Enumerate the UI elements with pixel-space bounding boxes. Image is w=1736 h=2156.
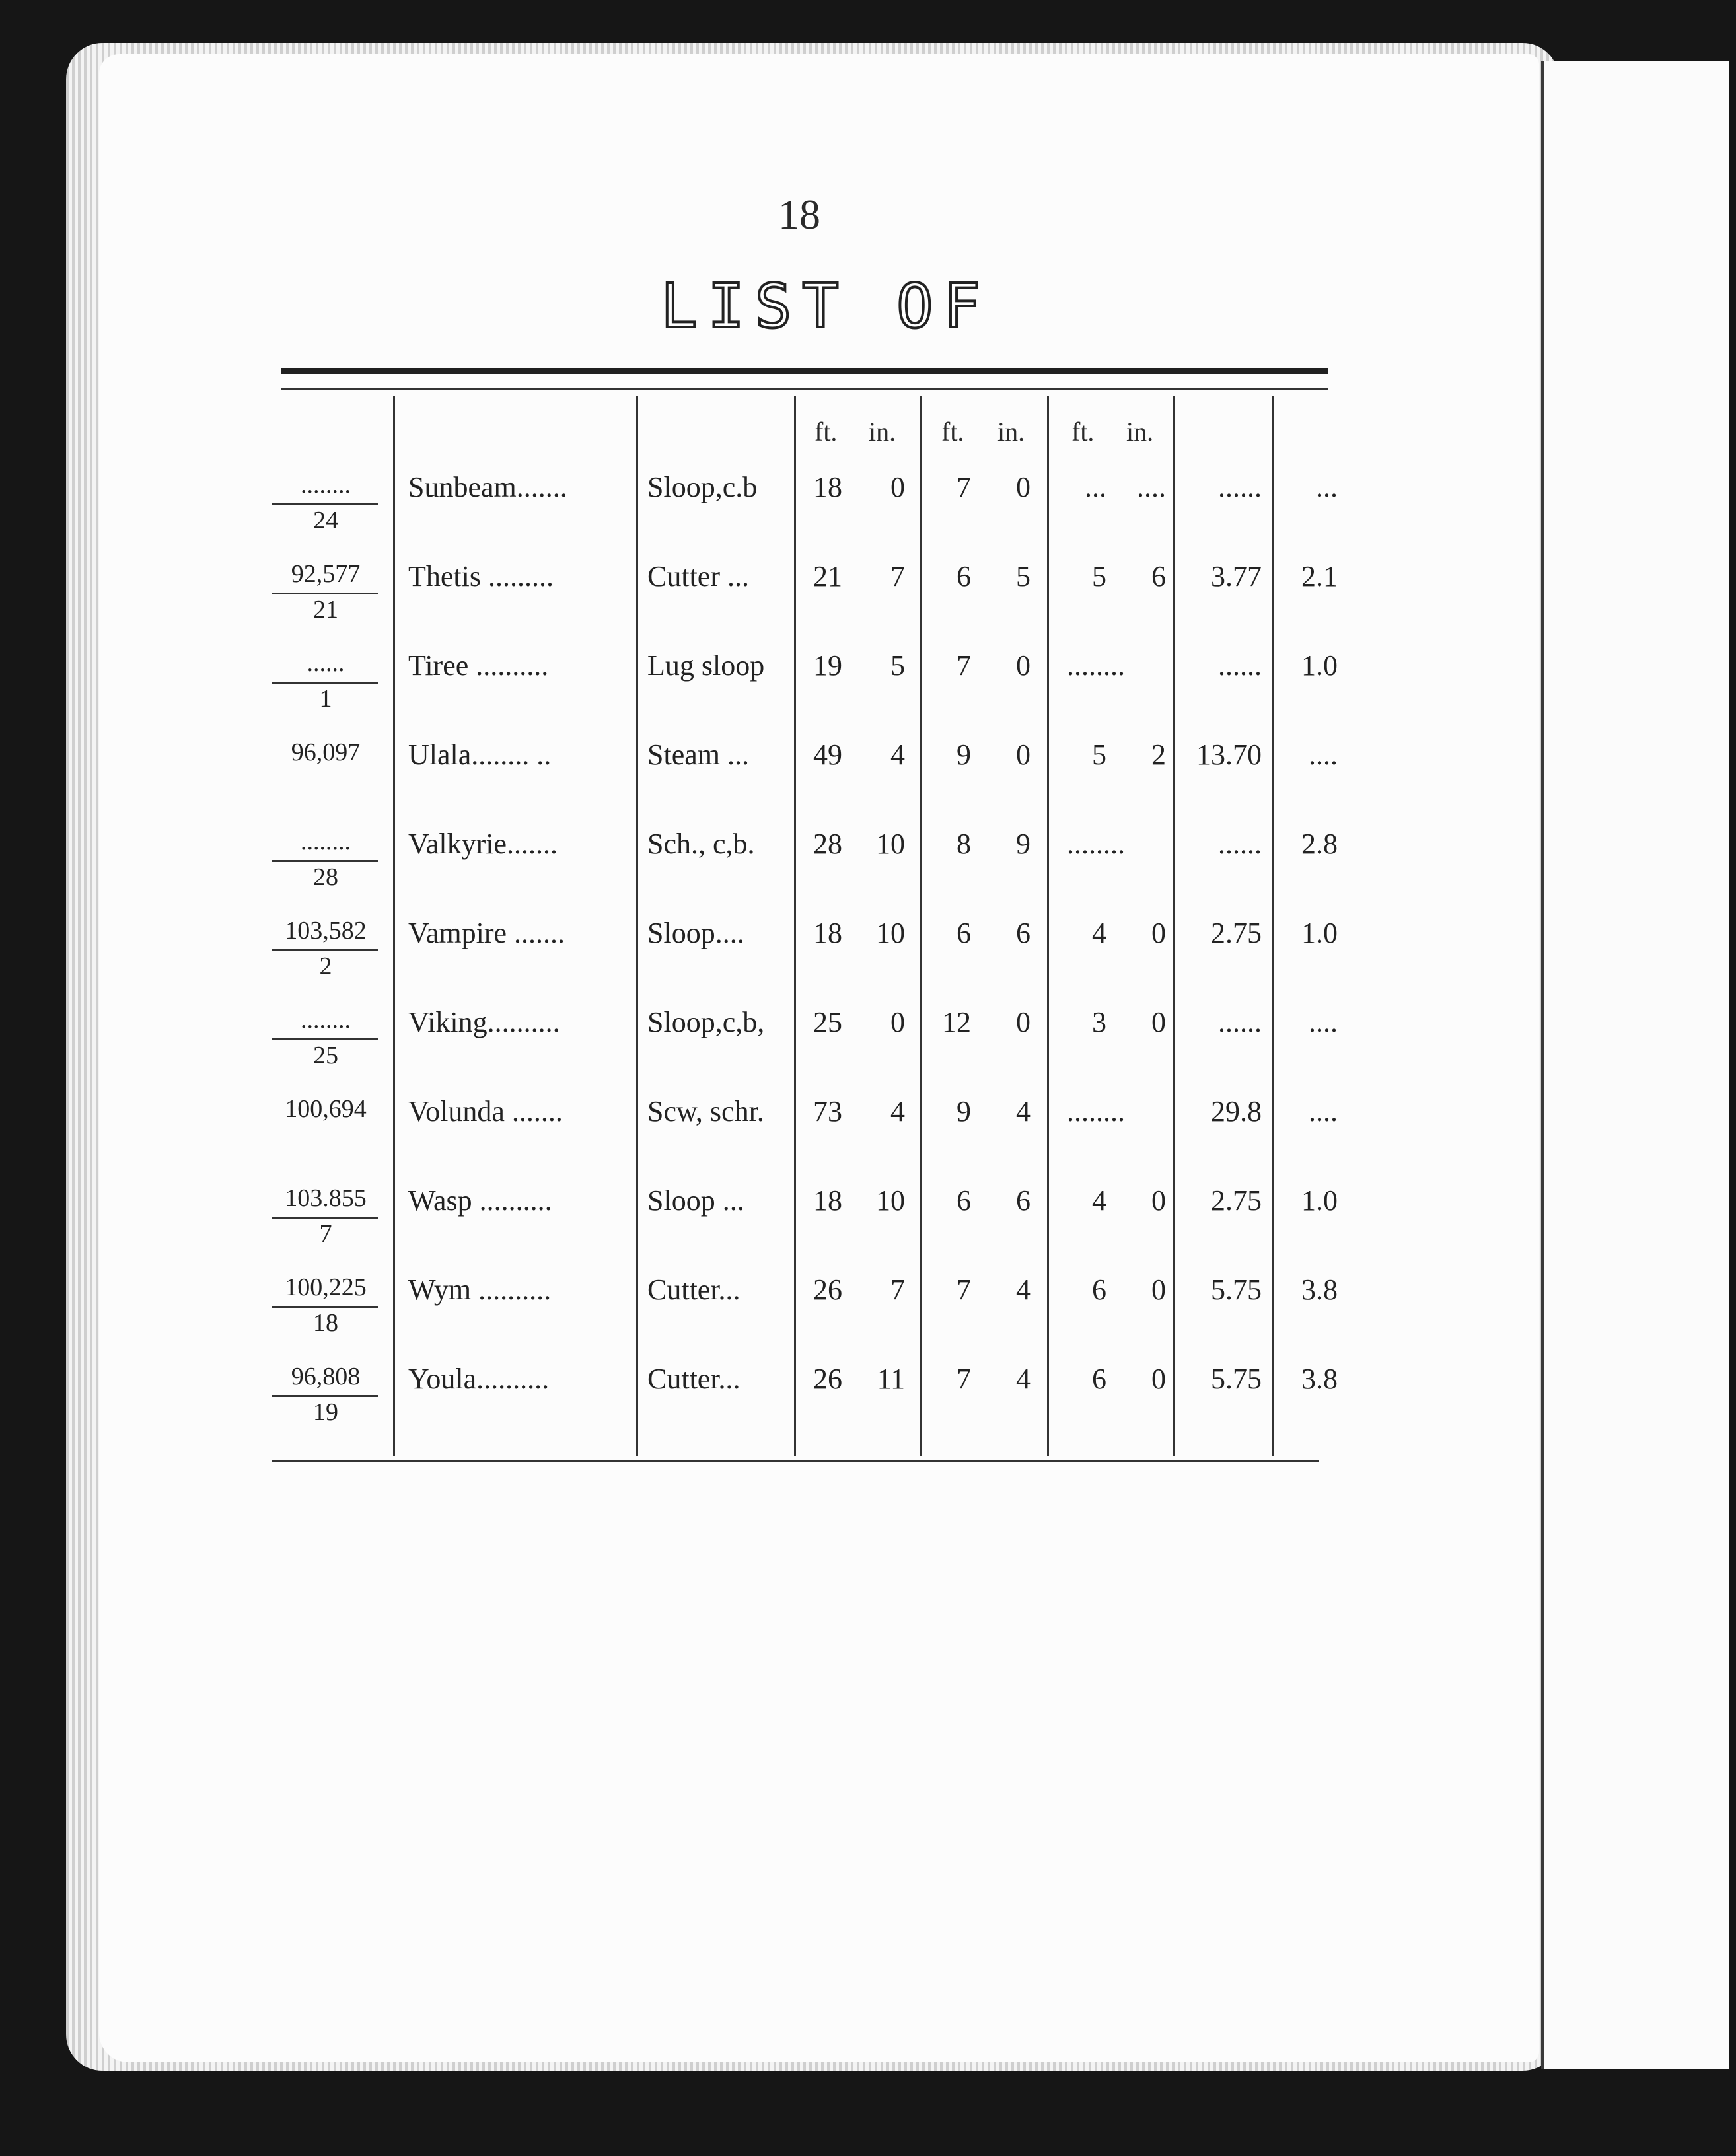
measure-cell: 0: [1016, 1006, 1031, 1038]
measure-cell: 0: [1151, 1363, 1166, 1395]
measure-cell: 0: [1016, 471, 1031, 503]
measure-cell: ......: [1218, 649, 1262, 682]
measure-cell: 6: [1016, 1184, 1031, 1217]
measure-cell: 3.77: [1211, 560, 1262, 593]
measure-cell: 1.0: [1301, 1184, 1338, 1217]
measure-cell: 10: [876, 1184, 905, 1217]
vessel-rig: Sloop ...: [647, 1184, 744, 1217]
signal-number: 28: [313, 863, 338, 891]
measure-cell: ....: [1137, 471, 1166, 503]
measure-cell: 2.75: [1211, 1184, 1262, 1217]
unit-label: in.: [1126, 417, 1154, 447]
measure-cell: 6: [957, 1184, 971, 1217]
vessel-rig: Cutter...: [647, 1274, 741, 1306]
measure-cell: 6: [1151, 560, 1166, 593]
measure-cell: 0: [1016, 649, 1031, 682]
number-divider: [272, 949, 378, 951]
measure-cell: 73: [813, 1095, 842, 1128]
official-number: ........: [301, 828, 351, 855]
measure-cell: 7: [957, 1363, 971, 1395]
vessel-rig: Sloop,c.b: [647, 471, 758, 503]
official-number: 103.855: [285, 1184, 367, 1212]
measure-cell: 29.8: [1211, 1095, 1262, 1128]
measure-cell: 0: [1016, 738, 1031, 771]
measure-cell: 18: [813, 1184, 842, 1217]
measure-cell: 19: [813, 649, 842, 682]
number-divider: [272, 860, 378, 862]
number-divider: [272, 1217, 378, 1219]
measure-cell: 6: [1016, 917, 1031, 949]
measure-cell: 3.8: [1301, 1274, 1338, 1306]
measure-cell: 5: [1092, 738, 1106, 771]
measure-cell: ........: [1067, 828, 1125, 860]
measure-cell: 11: [877, 1363, 905, 1395]
measure-cell: 18: [813, 917, 842, 949]
signal-number: 19: [313, 1398, 338, 1426]
vessel-rig: Steam ...: [647, 738, 749, 771]
number-divider: [272, 1306, 378, 1308]
measure-cell: 0: [890, 1006, 905, 1038]
measure-cell: 10: [876, 917, 905, 949]
measure-cell: 21: [813, 560, 842, 593]
vessel-rig: Sloop....: [647, 917, 744, 949]
measure-cell: ....: [1309, 1095, 1338, 1128]
measure-cell: 49: [813, 738, 842, 771]
measure-cell: ......: [1218, 828, 1262, 860]
table-row: [0, 827, 1736, 916]
table-row: [0, 1095, 1736, 1184]
measure-cell: 9: [1016, 828, 1031, 860]
table-row: [0, 1184, 1736, 1273]
table-row: [0, 649, 1736, 738]
measure-cell: 6: [1092, 1363, 1106, 1395]
table-row: [0, 916, 1736, 1005]
number-divider: [272, 503, 378, 505]
vessel-rig: Lug sloop: [647, 649, 765, 682]
signal-number: 21: [313, 596, 338, 624]
measure-cell: 28: [813, 828, 842, 860]
vessel-name: Youla..........: [408, 1363, 550, 1395]
vessel-name: Ulala........ ..: [408, 738, 552, 771]
unit-label: ft.: [1071, 417, 1095, 447]
vessel-rig: Scw, schr.: [647, 1095, 764, 1128]
official-number: 96,808: [291, 1363, 361, 1390]
number-divider: [272, 1395, 378, 1397]
heavy-rule: [281, 368, 1328, 374]
measure-cell: 7: [957, 649, 971, 682]
vessel-name: Tiree ..........: [408, 649, 549, 682]
vessel-rig: Cutter ...: [647, 560, 749, 593]
vessel-name: Thetis .........: [408, 560, 554, 593]
measure-cell: 13.70: [1196, 738, 1262, 771]
measure-cell: 3: [1092, 1006, 1106, 1038]
measure-cell: 7: [890, 1274, 905, 1306]
table-row: [0, 1005, 1736, 1095]
signal-number: 25: [313, 1042, 338, 1069]
official-number: 103,582: [285, 917, 367, 945]
measure-cell: 25: [813, 1006, 842, 1038]
measure-cell: 4: [1016, 1363, 1031, 1395]
measure-cell: 4: [890, 1095, 905, 1128]
table-row: [0, 559, 1736, 649]
measure-cell: 6: [1092, 1274, 1106, 1306]
number-divider: [272, 682, 378, 684]
vessel-name: Viking..........: [408, 1006, 560, 1038]
measure-cell: ........: [1067, 1095, 1125, 1128]
official-number: 96,097: [291, 738, 361, 766]
measure-cell: ......: [1218, 1006, 1262, 1038]
vessel-name: Wym ..........: [408, 1274, 552, 1306]
vessel-rig: Sch., c,b.: [647, 828, 755, 860]
unit-label: ft.: [941, 417, 964, 447]
signal-number: 24: [313, 507, 338, 534]
measure-cell: 4: [890, 738, 905, 771]
vessel-rig: Sloop,c,b,: [647, 1006, 765, 1038]
signal-number: 2: [319, 952, 332, 980]
official-number: ........: [301, 1006, 351, 1034]
measure-cell: 0: [1151, 917, 1166, 949]
number-divider: [272, 593, 378, 594]
signal-number: 1: [319, 685, 332, 713]
vessel-name: Vampire .......: [408, 917, 565, 949]
official-number: 100,694: [285, 1095, 367, 1123]
signal-number: 7: [319, 1220, 332, 1248]
measure-cell: ....: [1309, 1006, 1338, 1038]
measure-cell: 9: [957, 738, 971, 771]
measure-cell: 4: [1092, 917, 1106, 949]
thin-rule: [281, 388, 1328, 390]
measure-cell: 3.8: [1301, 1363, 1338, 1395]
page-number: 18: [778, 191, 820, 238]
unit-label: ft.: [814, 417, 838, 447]
vessel-name: Sunbeam.......: [408, 471, 567, 503]
measure-cell: 2.75: [1211, 917, 1262, 949]
table-row: [0, 470, 1736, 559]
number-divider: [272, 1038, 378, 1040]
measure-cell: 4: [1016, 1274, 1031, 1306]
measure-cell: 7: [890, 560, 905, 593]
official-number: ......: [307, 649, 345, 677]
measure-cell: ........: [1067, 649, 1125, 682]
vessel-name: Valkyrie.......: [408, 828, 558, 860]
measure-cell: 26: [813, 1274, 842, 1306]
measure-cell: 7: [957, 471, 971, 503]
measure-cell: 6: [957, 560, 971, 593]
measure-cell: 9: [957, 1095, 971, 1128]
table-row: [0, 738, 1736, 827]
vessel-name: Wasp ..........: [408, 1184, 552, 1217]
unit-label: in.: [869, 417, 896, 447]
vessel-name: Volunda .......: [408, 1095, 563, 1128]
measure-cell: 0: [1151, 1184, 1166, 1217]
table-row: [0, 1362, 1736, 1451]
measure-cell: 2: [1151, 738, 1166, 771]
official-number: 92,577: [291, 560, 361, 588]
measure-cell: 0: [890, 471, 905, 503]
table-row: [0, 1273, 1736, 1362]
vessel-rig: Cutter...: [647, 1363, 741, 1395]
measure-cell: 5: [1016, 560, 1031, 593]
measure-cell: ...: [1316, 471, 1338, 503]
measure-cell: ....: [1309, 738, 1338, 771]
measure-cell: 4: [1016, 1095, 1031, 1128]
measure-cell: 0: [1151, 1274, 1166, 1306]
unit-label: in.: [997, 417, 1025, 447]
measure-cell: 2.8: [1301, 828, 1338, 860]
measure-cell: 4: [1092, 1184, 1106, 1217]
measure-cell: 5: [890, 649, 905, 682]
measure-cell: 7: [957, 1274, 971, 1306]
official-number: ........: [301, 471, 351, 499]
measure-cell: 1.0: [1301, 917, 1338, 949]
measure-cell: 6: [957, 917, 971, 949]
signal-number: 18: [313, 1309, 338, 1337]
measure-cell: 1.0: [1301, 649, 1338, 682]
measure-cell: 26: [813, 1363, 842, 1395]
page-title: LIST OF: [661, 271, 991, 341]
measure-cell: 0: [1151, 1006, 1166, 1038]
measure-cell: 5: [1092, 560, 1106, 593]
measure-cell: 5.75: [1211, 1274, 1262, 1306]
measure-cell: 18: [813, 471, 842, 503]
measure-cell: 8: [957, 828, 971, 860]
measure-cell: 2.1: [1301, 560, 1338, 593]
measure-cell: 10: [876, 828, 905, 860]
bottom-rule: [272, 1460, 1319, 1462]
measure-cell: 5.75: [1211, 1363, 1262, 1395]
official-number: 100,225: [285, 1274, 367, 1301]
measure-cell: 12: [942, 1006, 971, 1038]
measure-cell: ......: [1218, 471, 1262, 503]
measure-cell: ...: [1085, 471, 1106, 503]
